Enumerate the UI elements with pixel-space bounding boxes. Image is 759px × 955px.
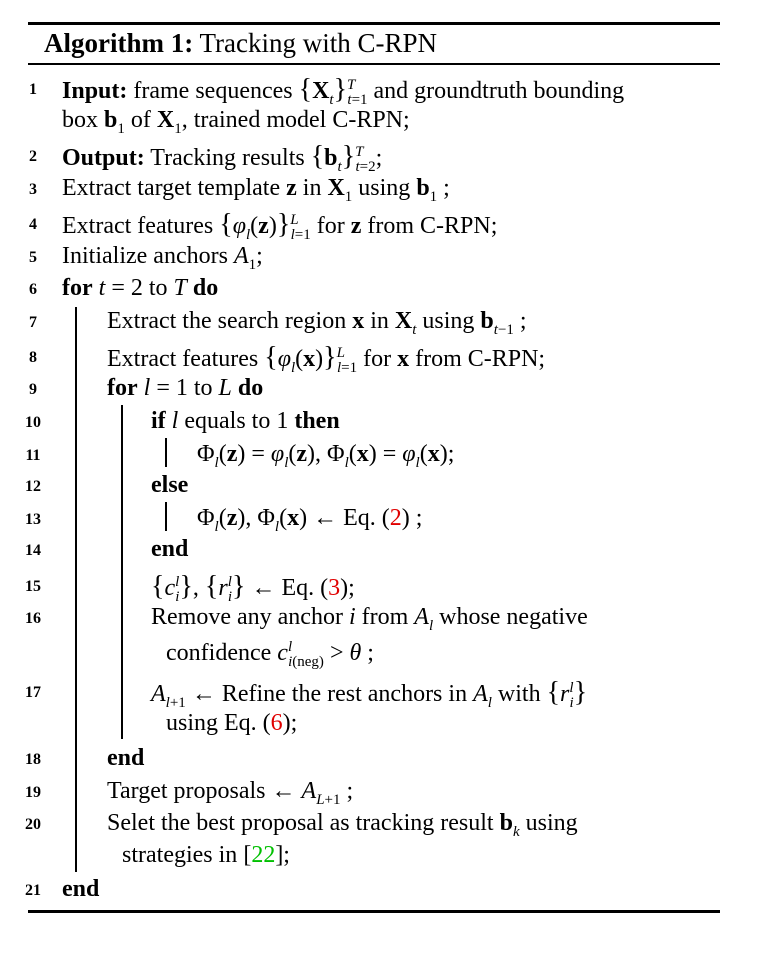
kw-end: end [62,876,100,902]
text: for [363,346,392,372]
line-number: 16 [25,610,41,627]
for-t-block-bar [75,307,77,872]
line-number: 21 [25,882,41,899]
line-10: if l equals to 1 then [151,408,340,434]
line-number: 17 [25,684,41,701]
text: using [525,810,578,836]
kw-then: then [294,408,340,434]
line-20-cont: strategies in [22]; [122,842,290,868]
text: Eq. [343,505,376,531]
eq-ref[interactable]: 6 [270,710,283,736]
line-number: 7 [29,314,37,331]
text: confidence [166,640,272,666]
line-number: 13 [25,511,41,528]
bottom-rule [28,910,720,913]
text: to [148,275,168,301]
line-17: $A_{l+1}$ ← Refine the rest anchors in $A_l$ with $\{r^l_i\}$ [151,677,588,711]
text: Selet the best proposal as tracking result [107,810,494,836]
text: Extract target template [62,175,281,201]
kw-output: Output: [62,145,145,171]
text: Tracking results [150,145,305,171]
kw-do: do [237,375,264,401]
line-11: $\Phi_l(z) = \varphi_l(z)$, $\Phi_l(x) = \varphi_l(x)$; [197,441,455,471]
text: equals to 1 [184,408,289,434]
line-number: 15 [25,578,41,595]
text: from C-RPN; [415,346,546,372]
line-number: 6 [29,281,37,298]
algorithm-name: Tracking with C-RPN [199,28,438,58]
kw-end: end [151,536,189,562]
algorithm-label: Algorithm 1: [44,28,194,58]
line-13: $\Phi_l(z)$, $\Phi_l(x)$ ← Eq. (2) ; [197,505,423,535]
kw-for: for [107,375,138,401]
text: with [497,681,541,707]
line-number: 18 [25,751,41,768]
text: Refine the rest anchors in [221,681,468,707]
text: from [361,604,409,630]
line-14 [151,537,188,561]
for-l-block-bar [121,405,123,739]
algorithm-title [44,25,437,61]
line-number: 4 [29,216,37,233]
text: for [316,213,345,239]
line-19: Target proposals ← $A_{L+1}$ ; [107,778,354,808]
line-number: 9 [29,381,37,398]
citation-link[interactable]: 22 [251,842,276,868]
line-16: Remove any anchor i from $A_l$ whose negative [151,604,588,634]
kw-else: else [151,472,189,498]
else-block-bar [165,502,167,531]
text: box [62,107,98,133]
line-4: Extract features $\{\varphi_l(z)\}^L_{l=1}$ for z from C-RPN; [62,209,498,243]
line-16-cont: confidence $c^l_{i(neg)} > \theta$ ; [166,639,374,670]
text: , trained model C-RPN; [181,107,410,133]
eq-ref[interactable]: 2 [389,505,402,531]
line-12 [151,473,188,497]
text: Initialize anchors [62,243,228,269]
line-18 [107,746,144,770]
line-3: Extract target template z in $X_1$ using $b_1$ ; [62,175,450,205]
kw-input: Input: [62,78,128,104]
line-number: 5 [29,249,37,266]
line-number: 14 [25,542,41,559]
line-5: Initialize anchors $A_1$; [62,243,263,273]
text: using [422,308,475,334]
kw-if: if [151,408,166,434]
text: Target proposals [107,778,266,804]
line-20: Selet the best proposal as tracking result $b_k$ using [107,810,578,840]
line-number: 2 [29,148,37,165]
text: using Eq. [166,710,257,736]
line-21 [62,877,99,901]
line-number: 8 [29,349,37,366]
text: and groundtruth bounding [373,78,625,104]
text: Extract features [62,213,214,239]
kw-do: do [192,275,219,301]
line-1-cont: box $b_1$ of $X_1$, trained model C-RPN; [62,107,410,137]
text: from C-RPN; [367,213,498,239]
text: Extract features [107,346,259,372]
text: in [302,175,322,201]
text: Eq. [281,575,315,601]
line-7: Extract the search region x in $X_t$ using $b_{t-1}$ ; [107,308,527,338]
text: Remove any anchor [151,604,343,630]
line-number: 1 [29,81,37,98]
text: Extract the search region [107,308,347,334]
text: in [370,308,389,334]
line-2: Output: Tracking results $\{b_t\}^T_{t=2}$; [62,141,383,175]
text: strategies in [122,842,238,868]
line-number: 3 [29,181,37,198]
line-6: for t = 2 to T do [62,275,219,301]
line-number: 10 [25,414,41,431]
text: whose negative [439,604,588,630]
then-block-bar [165,438,167,467]
text: of [130,107,151,133]
line-9: for l = 1 to L do [107,375,264,401]
line-1: Input: frame sequences $\{X_t\}^T_{t=1}$ and groundtruth bounding [62,74,625,108]
line-17-cont: using Eq. (6); [166,710,298,736]
kw-end: end [107,745,145,771]
title-rule [28,63,720,65]
line-15: $\{c^l_i\}$, $\{r^l_i\}$ ← Eq. (3); [151,571,355,605]
text: using [358,175,411,201]
text: to [193,375,213,401]
line-number: 11 [25,447,41,464]
line-8: Extract features $\{\varphi_l(x)\}^L_{l=1}$ for x from C-RPN; [107,342,546,376]
kw-for: for [62,275,93,301]
eq-ref[interactable]: 3 [328,575,341,601]
text: frame sequences [133,78,293,104]
line-number: 19 [25,784,41,801]
line-number: 20 [25,816,41,833]
line-number: 12 [25,478,41,495]
